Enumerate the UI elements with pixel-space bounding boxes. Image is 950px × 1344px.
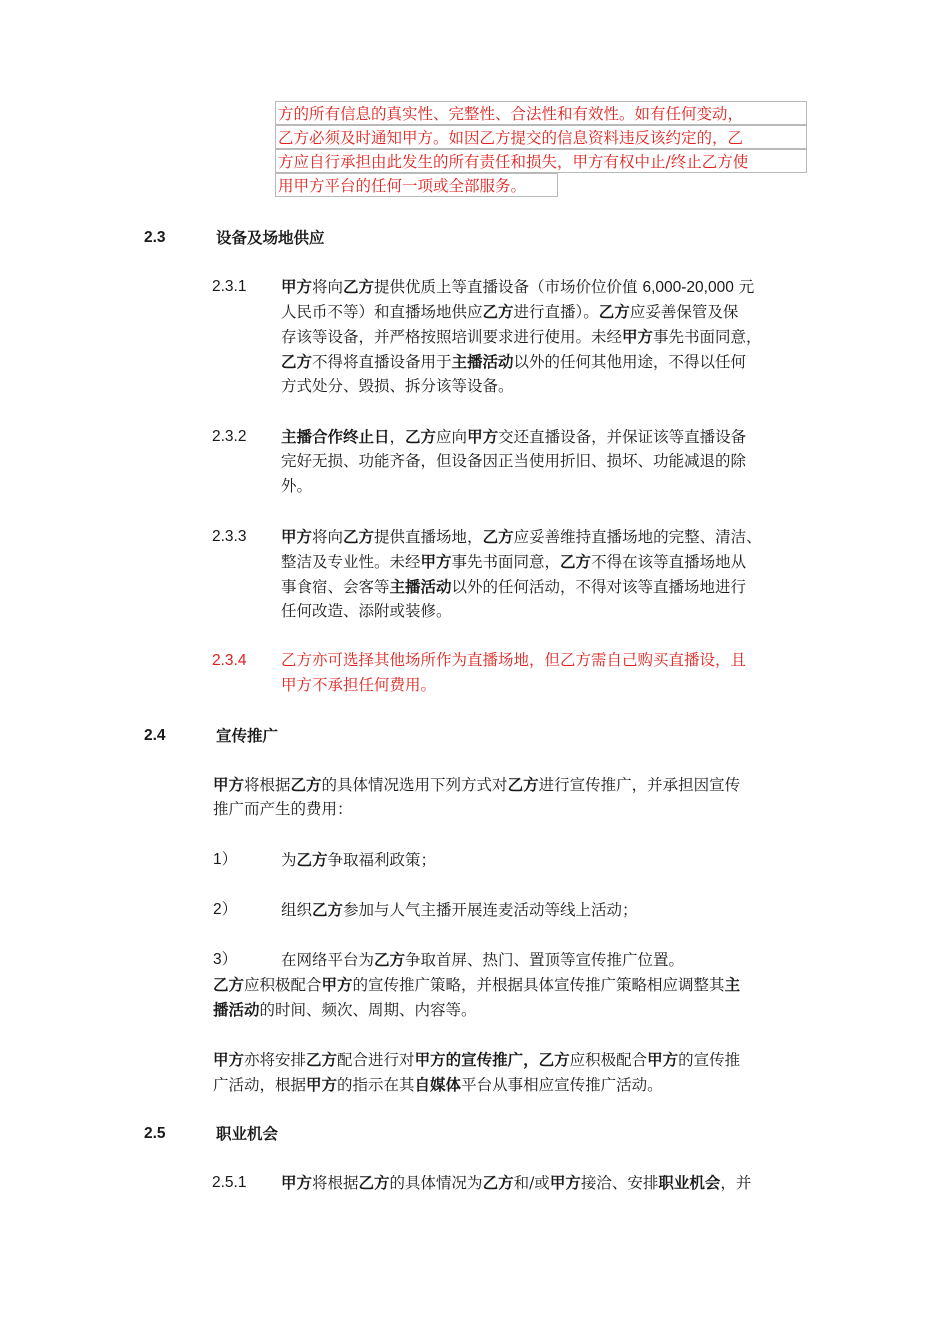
clause-line: 整洁及专业性。未经甲方事先书面同意，乙方不得在该等直播场地从: [281, 552, 747, 571]
paragraph-line: 播活动的时间、频次、周期、内容等。: [213, 1000, 477, 1019]
clause-line: 外。: [281, 477, 313, 495]
list-number: 1）: [213, 851, 238, 868]
clause-line: 甲方不承担任何费用。: [281, 676, 437, 694]
paragraph-line: 乙方应积极配合甲方的宣传推广策略，并根据具体宣传推广策略相应调整其主: [213, 975, 741, 994]
list-item: 在网络平台为乙方争取首屏、热门、置顶等宣传推广位置。: [281, 950, 685, 969]
clause-number: 2.3.2: [212, 428, 247, 445]
clause-number: 2.3.4: [212, 652, 247, 669]
clause-line: 完好无损、功能齐备，但设备因正当使用折旧、损坏、功能减退的除: [281, 452, 747, 470]
section-number: 2.4: [144, 727, 166, 744]
paragraph-line: 甲方将根据乙方的具体情况选用下列方式对乙方进行宣传推广，并承担因宣传: [213, 775, 741, 794]
revision-line: 方的所有信息的真实性、完整性、合法性和有效性。如有任何变动，: [275, 101, 807, 125]
section-title: 职业机会: [216, 1124, 279, 1143]
paragraph-line: 推广而产生的费用：: [213, 800, 353, 818]
section-title: 宣传推广: [216, 726, 279, 745]
list-item: 组织乙方参加与人气主播开展连麦活动等线上活动；: [281, 900, 638, 919]
paragraph-line: 广活动，根据甲方的指示在其自媒体平台从事相应宣传推广活动。: [213, 1075, 663, 1094]
clause-number: 2.3.3: [212, 528, 247, 545]
clause-line: 方式处分、毁损、拆分该等设备。: [281, 377, 514, 395]
clause-line: 乙方不得将直播设备用于主播活动以外的任何其他用途，不得以任何: [281, 352, 747, 371]
list-item: 为乙方争取福利政策；: [281, 850, 437, 869]
clause-line: 甲方将向乙方提供优质上等直播设备（市场价位价值 6,000-20,000 元: [281, 277, 755, 296]
clause-line: 乙方亦可选择其他场所作为直播场地，但乙方需自己购买直播设，且: [281, 651, 747, 669]
list-number: 2）: [213, 901, 238, 918]
clause-number: 2.5.1: [212, 1174, 247, 1191]
clause-line: 事食宿、会客等主播活动以外的任何活动，不得对该等直播场地进行: [281, 577, 747, 596]
revision-line: 乙方必须及时通知甲方。如因乙方提交的信息资料违反该约定的，乙: [275, 125, 807, 149]
clause-line: 任何改造、添附或装修。: [281, 602, 452, 620]
clause-line: 甲方将向乙方提供直播场地，乙方应妥善维持直播场地的完整、清洁、: [281, 527, 762, 546]
revision-line: 用甲方平台的任何一项或全部服务。: [275, 173, 558, 197]
clause-line: 存该等设备，并严格按照培训要求进行使用。未经甲方事先书面同意，: [281, 327, 762, 346]
clause-line: 主播合作终止日，乙方应向甲方交还直播设备，并保证该等直播设备: [281, 427, 747, 446]
clause-line: 甲方将根据乙方的具体情况为乙方和/或甲方接洽、安排职业机会，并: [281, 1173, 752, 1192]
section-number: 2.3: [144, 229, 166, 246]
paragraph-line: 甲方亦将安排乙方配合进行对甲方的宣传推广，乙方应积极配合甲方的宣传推: [213, 1050, 741, 1069]
clause-number: 2.3.1: [212, 278, 247, 295]
revision-line: 方应自行承担由此发生的所有责任和损失，甲方有权中止/终止乙方使: [275, 149, 807, 173]
list-number: 3）: [213, 951, 238, 968]
section-number: 2.5: [144, 1125, 166, 1142]
clause-line: 人民币不等）和直播场地供应乙方进行直播）。乙方应妥善保管及保: [281, 302, 739, 321]
section-title: 设备及场地供应: [216, 228, 325, 247]
